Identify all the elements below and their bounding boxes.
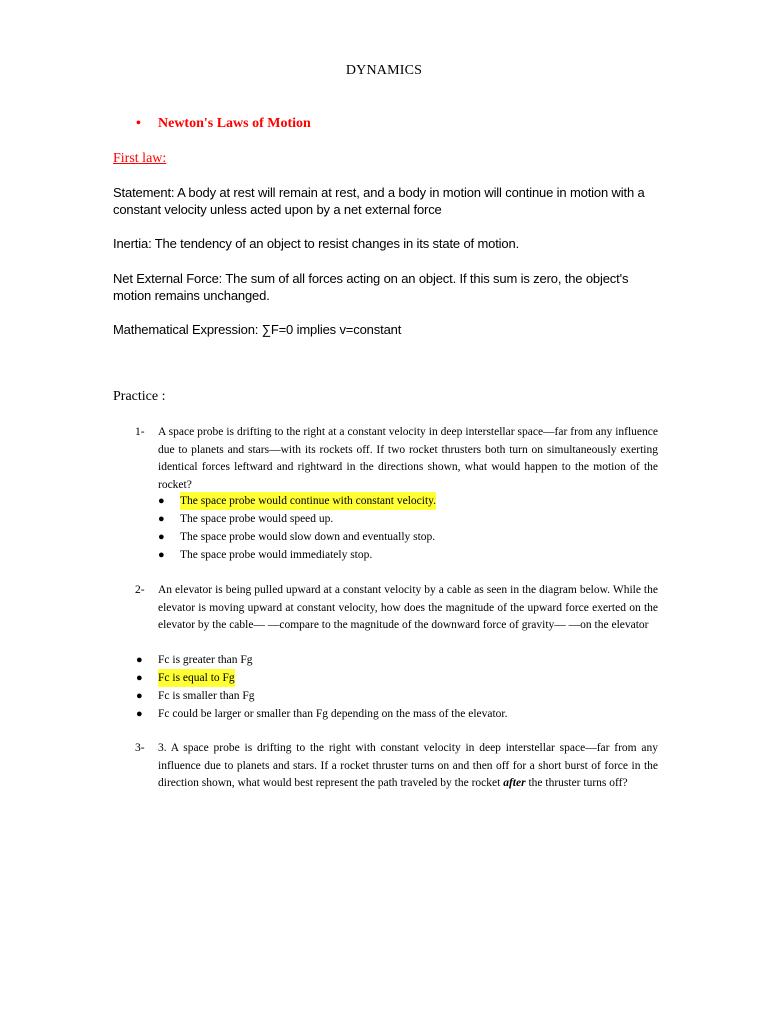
statement-paragraph: Statement: A body at rest will remain at rest, and a body in motion will continue in motion with a constant velocity unless acted upon by a net external force <box>113 185 645 217</box>
option-text: Fc is greater than Fg <box>158 654 253 666</box>
option-text: The space probe would slow down and eventually stop. <box>180 531 436 543</box>
question-text-end: the thruster turns off? <box>525 777 628 789</box>
option-text: The space probe would continue with constant velocity. <box>180 492 436 510</box>
question-text-emphasis: after <box>503 777 526 789</box>
option-text: Fc could be larger or smaller than Fg depending on the mass of the elevator. <box>158 708 508 720</box>
option-text: Fc is smaller than Fg <box>158 690 255 702</box>
inertia-paragraph: Inertia: The tendency of an object to resist changes in its state of motion. <box>113 236 520 251</box>
question-text: A space probe is drifting to the right at a constant velocity in deep interstellar space—far from any influence due to planets and stars—with its rockets off. If two rocket thrusters both turn on simultaneously exerting identical forces leftward and rightward in the directions shown, what would happen to the motion of the rocket? <box>158 426 658 491</box>
document-title: DYNAMICS <box>345 63 423 78</box>
question-number: 2- <box>135 584 145 596</box>
math-expression-paragraph: Mathematical Expression: ∑F=0 implies v=constant <box>113 322 402 337</box>
bullet-icon: ● <box>158 495 165 507</box>
question-text <box>158 740 658 793</box>
option-text: Fc is equal to Fg <box>158 669 235 687</box>
bullet-icon: • <box>136 116 141 131</box>
section-heading <box>136 116 311 132</box>
question-number: 3- <box>135 742 145 754</box>
net-force-paragraph: Net External Force: The sum of all forces acting on an object. If this sum is zero, the object's motion remains unchanged. <box>113 271 629 303</box>
first-law-label: First law: <box>113 151 167 166</box>
bullet-icon: ● <box>136 708 143 720</box>
bullet-icon: ● <box>158 531 165 543</box>
question-text: An elevator is being pulled upward at a constant velocity by a cable as seen in the diagram below. While the elevator is moving upward at constant velocity, how does the magnitude of the upward force exerted on the elevator by the cable— —compare to the magnitude of the downward force of gravity— —on the elevator <box>158 584 658 631</box>
bullet-icon: ● <box>158 513 165 525</box>
heading-text: Newton's Laws of Motion <box>158 116 311 131</box>
option-text: The space probe would immediately stop. <box>180 549 373 561</box>
bullet-icon: ● <box>136 654 143 666</box>
question-number: 1- <box>135 426 145 438</box>
question-text-start: 3. A space probe is drifting to the right with constant velocity in deep interstellar space—far from any influence due to planets and stars. If a rocket thruster turns on and then off for a short burst of force in the direction shown, what would best represent the path traveled by the rocket <box>158 742 658 789</box>
practice-label: Practice : <box>113 389 166 404</box>
bullet-icon: ● <box>136 672 143 684</box>
bullet-icon: ● <box>136 690 143 702</box>
option-text: The space probe would speed up. <box>180 513 334 525</box>
bullet-icon: ● <box>158 549 165 561</box>
